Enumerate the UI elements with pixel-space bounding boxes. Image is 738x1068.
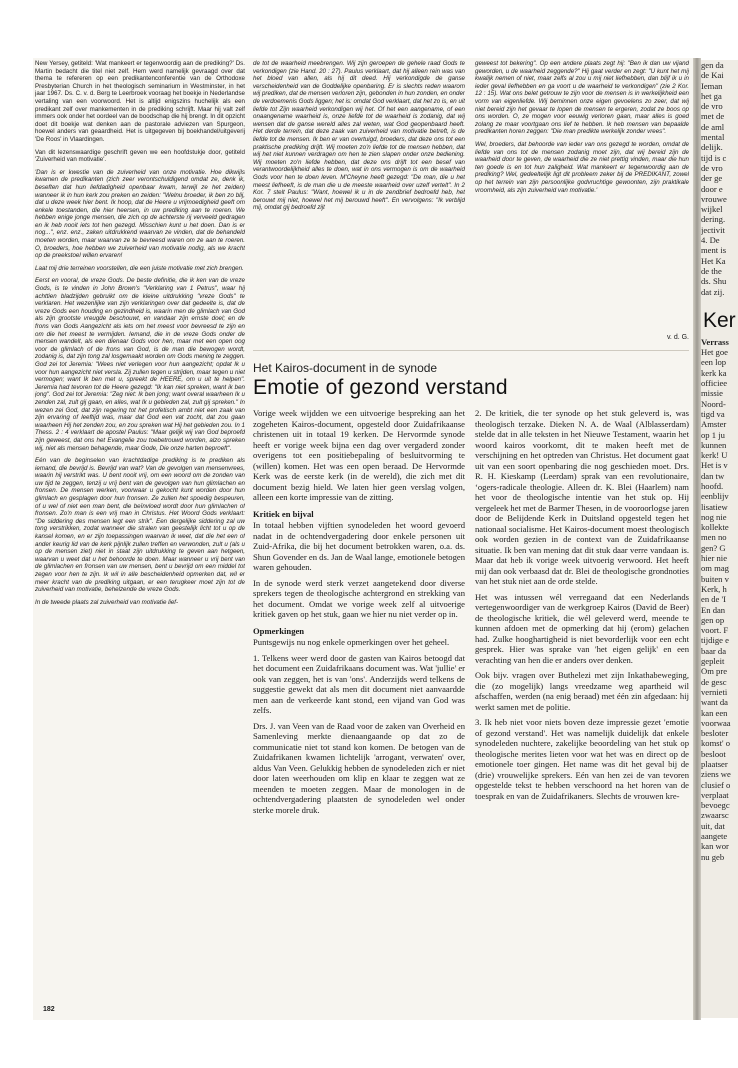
next-page-line: komst' o: [701, 738, 731, 749]
article-headline: Emotie of gezond verstand: [253, 376, 508, 399]
next-page-line: de the: [701, 265, 722, 276]
next-page-line: om mag: [701, 563, 729, 574]
intro-paragraph-1: New Yersey, getiteld: 'Wat mankeert er tegenwoordig aan de prediking?' Ds. Martin bedacht die titel niet zelf. Hem werd namelijk gevraagd over dat thema te refereren op een predikantenconferentie van de Orthodoxe Presbyterian Church in het theologisch seminarium in Westminster, in het jaar 1967. Ds. C. v. d. Berg te Leerbroek vooraag het boekje in Nederlandse vertaling van een voorwoord. Het is altijd enigszins huchelijk als een predikant zelf over mankementen in de prediking schrijft. Maar hij valt zelf immers ook onder het oordeel van de boodschap die hij brengt. In dit opzicht doet dit boekje wat denken aan de pastorale adviezen van Spurgeon, hoewel anders van geaardheid. Het is uitgegeven bij boekhandel/uitgeverij 'De Roos' in Vlaardingen.: [35, 60, 245, 143]
next-page-line: de Kai: [701, 70, 724, 81]
next-page-line: het ga: [701, 90, 722, 101]
next-page-line: dan tw: [701, 470, 725, 481]
next-page-line: mental: [701, 132, 725, 143]
kritiek-paragraph-2: In de synode werd sterk verzet aangetekend door diverse sprekers tegen de theologische achtergrond en strekking van het document. Omdat we vorige week zelf al uitvoerige kritiek gaven op het stuk, gaan we hier nu niet verder op in.: [253, 577, 465, 619]
next-page-line: aangete: [701, 831, 728, 842]
next-page-line: kan een: [701, 707, 728, 718]
next-page-line: Ieman: [701, 80, 723, 91]
next-page-line: Verrass: [701, 336, 729, 347]
quote-paragraph-3: Eerst en vooral, de vreze Gods. De beste definitie, die ik ken van de vreze Gods, is te vinden in John Brown's "Verklaring van 1 Petrus", waar hij achttien bladzijden gebruikt om de kleine uitdrukking "vreze Gods" te verklaren. Het wezenlijke van zijn verklaringen over dat gedeelte is, dat de vreze Gods een houding en gezindheid is, waarin men de glimlach van God als zijn grootste vreugde beschouwt, en vandaar zijn ernste doel; en de frons van Gods Aangezicht als iets om het meest voor bevreesd te zijn en om die het meest te vermijden. Iemand, die in de vreze Gods onder de mensen wandelt, als een dienaar Gods voor hen, maar met een open oog voor de glimlach of de frons van God, is de man die bewogen wordt, zodanig is, dat zijn tong zal losgemaakt worden om Gods mening te zeggen. God zei tot Jeremia: "Wees niet verlegen voor hun aangezicht; opdat Ik u voor hun aangezicht niet versla. Zij zullen tegen u strijden, maar tegen u niet vermogen; want Ik ben met u, spreekt de HEERE, om u uit te helpen". Jeremia had tevoren tot de Heere gezegd: "Ik kan niet spreken, want ik ben jong". God zei tot Jeremia: "Zeg niet: Ik ben jong; want overal waarheen Ik u zenden zal, zult gij gaan, en alles, wat Ik u gebieden zal, zult gij spreken." In wezen zei God, dat zijn regering tot het profetisch ambt niet een zaak van zijn ervaring of leeftijd was, maar dat God een vat zocht, dat zou gaan waarheen Hij het zenden zou, en zou spreken wat Hij het gebieden zou. In 1 Thess. 2 : 4 verklaart de apostel Paulus: "Maar gelijk wij van God beproefd zijn geweest, dat ons het Evangelie zou toebetrouwd worden, alzo spreken wij, niet als mensen behagende, maar Gode, Die onze harten beproeft".: [35, 277, 245, 452]
next-page-line: eenblijv: [701, 491, 729, 502]
next-page-line: de vro: [701, 162, 723, 173]
opmerkingen-paragraph-2: 1. Telkens weer werd door de gasten van Kairos betoogd dat het document een Zuidafrikaans document was. Wat 'jullie' er ook van zeggen, het is van 'ons'. Anderzijds werd telkens de suggestie gewekt dat als men dit document niet aanvaardde men aan de verkeerde kant stond, een vijand van God was zelfs.: [253, 652, 465, 715]
next-page-line: een lop: [701, 357, 727, 368]
next-page-line: dering.: [701, 214, 726, 225]
next-page-line: besloter: [701, 728, 729, 739]
next-page-line: delijk.: [701, 142, 723, 153]
next-page-line: der ge: [701, 173, 723, 184]
next-page-line: jectivit: [701, 224, 725, 235]
next-page-line: voorwaa: [701, 717, 731, 728]
next-page-line: bevoegc: [701, 800, 730, 811]
middle-paragraph: de tot de waarheid meebrengen. Wij zijn geroepen de gehele raad Gods te verkondigen (zie Hand. 20 : 27). Paulus verklaart, dat hij alleen rein was van het bloed van allen, als hij dit deed. Hij verkondigde de ganse verscheidenheid van de Goddelijke openbaring. Er is slechts reden waarom wij prediken, dat de mensen verloren zijn, gebonden in hun zonden, en onder de verdoemenis Gods liggen; het is: omdat God verklaart, dat het zo is, en uit liefde tot Zijn waarheid verkondigen wij het. Of het een aangename, of een onaangename waarheid is, onze liefde tot de waarheid is zodanig, dat wij wensen dat de ganse wereld alles zal weten, wat God geopenbaard heeft. Het derde terrein, dat deze zaak van zuiverheid van motivatie betreft, is de liefde tot de mensen. Ik ben er van overtuigd, broeders, dat deze ons tot een praktische prediking drijft. Wij moeten zo'n liefde tot de mensen hebben, dat wij het niet kunnen verdragen om hen te zien slapen onder onze bediening. Wij moeten zo'n liefde hebben, dat deze ons drijft tot een besef van verantwoordelijkheid alles te doen, wat in ons vermogen is om de waarheid Gods voor hen te doen leven. M'Cheyne heeft gezegd: "De man, die u het meest liefheeft, is de man die u de meeste waarheid over uzelf vertelt". In 2 Kor. 7 stelt Paulus: "Want, hoewel ik u in de zendbrief bedroefd heb, het berouwt mij niet, hoewel het mij berouwd heeft". En vervolgens: "Ik verblijd mij, omdat gij bedroefd zijt: [253, 60, 465, 212]
next-page-line: nu geb: [701, 851, 725, 862]
next-page-line: kan wor: [701, 841, 729, 852]
author-signature: v. d. G.: [666, 334, 689, 341]
next-page-line: verplaat: [701, 789, 729, 800]
next-page-line: en de 'I: [701, 594, 726, 605]
next-page-line: Het Ka: [701, 255, 726, 266]
subheading-opmerkingen: Opmerkingen: [253, 625, 305, 636]
quote-paragraph-5: In de tweede plaats zal zuiverheid van motivatie lief-: [35, 598, 179, 606]
next-page-line: gen? G: [701, 542, 726, 553]
section-divider: [253, 350, 689, 351]
next-page-lower-lines: [701, 337, 738, 862]
next-page-line: kerk ka: [701, 367, 727, 378]
next-page-line: want da: [701, 697, 728, 708]
next-page-line: kollekte: [701, 522, 729, 533]
next-page-line: kunnen: [701, 439, 727, 450]
next-page-line: hoofd.: [701, 480, 724, 491]
next-page-fragment: [701, 60, 738, 1018]
next-page-line: men no: [701, 532, 727, 543]
next-page-line: ziens we: [701, 769, 731, 780]
quote-paragraph-2: Laat mij drie terreinen voorstellen, die een juiste motivatie met zich brengen.: [35, 264, 244, 272]
binding-gutter: [693, 58, 701, 1020]
next-page-line: clusief o: [701, 779, 731, 790]
article-column-1: [253, 408, 465, 1008]
article-col2-paragraph-2: Het was intussen wél verregaand dat een Nederlands vertegenwoordiger van de werkgroep Kairos (David de Beer) de theologische kritiek, die wél geleverd werd, meende te kunnen afdoen met de opmerking dat hij (erom) gelachen had. Zulke hooghartigheid is niet bevorderlijk voor een echt gesprek. Hier was sprake van 'het eigen gelijk' en een verachting van hen die er anders over denken.: [475, 591, 689, 665]
article-column-2: [475, 408, 689, 1008]
quote-paragraph-1: 'Dan is er kwestie van de zuiverheid van onze motivatie. Hoe dikwijls kwamen de predikanten (zich zeer verontschuldigend omdat ze, denk ik, beseften dat hun liefdadigheid openbaar kwam, terwijl ze het zeiden) wanneer ik in hun kerk zou preken en zeiden: "Welnu broeder, ik ben zo blij, dat u deze week hier bent. Ik hoop, dat de Heere u vrijmoedigheid geeft om enkele toestanden, die hier heersen, in uw prediking aan te roeren. We hebben enige jonge mensen, die zich op de achterste rij verveeld gedragen en ik heb nooit iets tot hen gezegd. Misschien kunt u het doen. Dan is er nog...", enz. enz., zaken uitdrukkend waarvan ze vinden, dat de behandeld moeten worden, maar waarvan ze te bevreesd waren om ze aan te roeren. O, broeders, hoe hebben we zuiverheid van motivatie nodig, als we kracht op de preekstoel willen ervaren!: [35, 168, 245, 260]
article-intro: Vorige week wijdden we een uitvoerige bespreking aan het zogeheten Kairos-document, opgesteld door Zuidafrikaanse christenen uit in totaal 19 kerken. De Hervormde synode heeft er vorige week bijna een dag over vergaderd zonder overigens tot een positiebepaling of besluitvorming te (willen) komen. Het was een open beraad. De Hervormde Kerk was de eerste kerk (in de wereld), die zich met dit document bezig hield. We laten hier geen verslag volgen, alleen een korte impressie van de zitting.: [253, 408, 465, 502]
next-page-line: tigd va: [701, 408, 725, 419]
article-col2-paragraph-3: Ook bijv. vragen over Buthelezi met zijn Inkathabeweging, die (zo mogelijk) langs vreedzame weg apartheid wil afschaffen, werden (na enig beraad) met één zin afgedaan: hij werkt samen met de politie.: [475, 670, 689, 712]
article-col2-paragraph-1: 2. De kritiek, die ter synode op het stuk geleverd is, was theologisch terzake. Dieken N. A. de Waal (Alblasserdam) stelde dat in alle teksten in het Nieuwe Testament, waarin het woord kairos voorkomt, dit te maken heeft met de verschijning en het optreden van Christus. Het document gaat uit van een soort openbaring die nog geschieden moet. Drs. R. H. Kieskamp (Leerdam) sprak van een revolutionaire, ‘ogers-radicale theologie. Alleen dr. K. Blei (Haarlem) nam het voor de theologische intentie van het stuk op. Hij vergeleek het met de Barmer Thesen, in de vooroorlogse jaren door de Belijdende Kerk in Duitsland opgesteld tegen het nationaal socialisme. Het Kairos-document moest theologisch ook worden gezien in de context van de Zuidafrikaanse situatie. Ik ben van mening dat dit stuk daar verre vandaan is. Maar dat heb ik vorige week uitvoerig verwoord. Het heeft mij dan ook verbaasd dat dr. Blei de theologische grondnoties van het stuk niet aan de orde stelde.: [475, 408, 689, 586]
next-page-line: voort. F: [701, 625, 729, 636]
next-page-line: de vro: [701, 101, 723, 112]
quote-paragraph-4: Eén van de beginselen van krachtdadige prediking is te prediken als iemand, die bevrijd is. Bevrijd van wat? Van de gevolgen van mensenvrees, waarin hij verstrikt was. U bent nooit vrij, om een woord om de zonden van uw tijd te zeggen, tenzij u vrij bent van de gevolgen van hun glimlachen en fronsen. De mensen werken, voorwaar u gekocht kunt worden door hun glimlach en gesplagen door hun fronsen. Ze zullen het spoedig bespeuren, of u wel of niet een man bent, die beïnvloed wordt door hun glimlachen of fronsen. Zo'n man is een vrij man in Christus. Het Woord Gods verklaart: "De siddering des mensen legt een strik". Een dergelijke siddering zal uw tong verstrikken, zodat wanneer die stralen van geestelijk licht tot u op de kansel komen, en er zijn toepassingen waarvan ik weet, dat die het een of ander keurig lid van de kerk pijnlijk zullen treffen en verwonden, zult u (als u op de mensen ziet) niet in staat zijn uitdrukking te geven aan hetgeen, waarvan u weet dat u het behoorde te doen. Maar wanneer u vrij bent van de glimlachen en fronsen van uw mensen, bent u bevrijd om een middel tot zegen voor hen te zijn. Ik wil in alle bescheidenheid opmerken dat, wil er meer kracht van de prediking uitgaan, er een terugkeer moet zijn tot de zuiverheid van motivatie, behelzende de vreze Gods.: [35, 457, 245, 594]
middle-top-column: [253, 60, 465, 340]
opmerkingen-paragraph-1: Puntsgewijs nu nog enkele opmerkingen over het geheel.: [253, 637, 450, 647]
next-page-line: besloot: [701, 748, 726, 759]
next-page-line: de gesc: [701, 676, 727, 687]
right-paragraph-1: geweest tot bekering". Op een andere plaats zegt hij: "Ben ik dan uw vijand geworden, u de waarheid zeggende?" Hij gaat verder en zegt: "U kunt het mij kwalijk nemen of niet, maar zelfs al zou u mij niet liefhebben, dan blijf ik u in ieder geval liefhebben en ga voort u de waarheid te verkondigen" (zie 2 Kor. 12 : 15). Wat ons belet getrouw te zijn voor de mensen is in werkelijkheid een vorm van eigenliefde. Wij beminnen onze eigen gevoelens zo zeer, dat wij niet bereid zijn het gevaar te lopen de mensen te ergeren, zodat ze boos op ons worden. O, ze mogen voor eeuwig verloren gaan, maar alles is goed zolang ze maar voortgaan ons lief te hebben. Ik heb mensen van bepaalde predikanten horen zeggen: "Die man predikte werkelijk zonder vrees".: [475, 60, 689, 136]
next-page-line: ment is: [701, 245, 727, 256]
next-page-line: vernieti: [701, 686, 728, 697]
next-page-line: met de: [701, 111, 725, 122]
next-page-line: En dan: [701, 604, 726, 615]
left-column: [35, 60, 245, 1000]
article-col2-paragraph-4: 3. Ik heb niet voor niets boven deze impressie gezet 'emotie of gezond verstand'. Het was namelijk duidelijk dat enkele synodeleden nuchtere, zakelijke beoordeling van het stuk op theologische merites lieten voor wat het was en direct op de emotionele toer gingen. Het name was dit het geval bij de (drie) vrouwelijke sprekers. Eén van hen zei de van tevoren opgestelde tekst te hebben verschoord na het horen van de toesprak en van de Zuidafrikaners. Slechts de vrouwen kre-: [475, 717, 689, 801]
next-page-line: missie: [701, 388, 723, 399]
right-paragraph-2: Wel, broeders, dat behoorde van ieder van ons gezegd te worden, omdat de liefde van ons tot de mensen zodanig moet zijn, dat wij bereid zijn de waarheid door te geven, de waarheid die ze niet prettig vinden, maar die hun ten goede is en tot hun zaligheid. Wat mankeert er tegenwoordig aan de prediking? Wel, gedeeltelijk ligt dit probleem zeker bij de PREDIKANT, zowel op het terrein van zijn persoonlijke godvruchtige gewoonten, zijn praktikale vroomheid, als zijn zuiverheid van motivatie.': [475, 140, 689, 194]
next-page-line: baar da: [701, 645, 727, 656]
article-kicker: Het Kairos-document in de synode: [253, 361, 438, 375]
next-page-line: dat zij.: [701, 286, 725, 297]
right-top-column: [475, 60, 689, 330]
next-page-line: officiee: [701, 378, 728, 389]
next-page-line: hier nie: [701, 553, 728, 564]
next-page-line: buiten v: [701, 573, 729, 584]
next-page-line: kerk! U: [701, 450, 728, 461]
next-page-line: 4. De: [701, 235, 720, 246]
next-page-line: zwaarsc: [701, 810, 729, 821]
next-page-line: lisatiew: [701, 501, 728, 512]
next-page-line: de aml: [701, 121, 725, 132]
next-page-line: nog nie: [701, 511, 727, 522]
next-page-line: vrouwe: [701, 193, 727, 204]
next-page-top-lines: [701, 60, 738, 297]
next-page-line: Het goe: [701, 347, 728, 358]
page-number: 182: [43, 1006, 55, 1013]
subheading-kritiek: Kritiek en bijval: [253, 508, 314, 519]
next-page-line: gepleit: [701, 656, 725, 667]
next-page-line: gen op: [701, 614, 725, 625]
next-page-line: Om pre: [701, 666, 728, 677]
next-page-line: op 1 ju: [701, 429, 725, 440]
next-page-line: Amster: [701, 419, 727, 430]
intro-paragraph-2: Van dit lezenswaardige geschrift geven we een hoofdstukje door, getiteld 'Zuiverheid van motivatie'.: [35, 148, 245, 164]
next-page-line: ds. Shu: [701, 276, 727, 287]
next-page-line: tijdige e: [701, 635, 729, 646]
kritiek-paragraph-1: In totaal hebben vijftien synodeleden het woord gevoerd nadat in de ochtendvergadering door enkele personen uit Zuid-Afrika, die bij het document betrokken waren, o.a. ds. Shun Govender en ds. Jan de Waal lange, emotionele betogen waren gehouden.: [253, 520, 465, 572]
next-page-line: door e: [701, 183, 723, 194]
next-page-line: wijkel: [701, 204, 723, 215]
next-page-line: Het is v: [701, 460, 728, 471]
next-page-line: Noord-: [701, 398, 726, 409]
next-page-line: plaatser: [701, 759, 728, 769]
next-page-line: Kerk, h: [701, 583, 727, 594]
next-page-line: uit, dat: [701, 820, 725, 831]
next-page-line: tijd is c: [701, 152, 727, 163]
next-page-headline: Ker: [703, 308, 736, 332]
next-page-line: gen da: [701, 60, 724, 70]
opmerkingen-paragraph-3: Drs. J. van Veen van de Raad voor de zaken van Overheid en Samenleving merkte dienaangaande op dat zo de communicatie niet tot stand kon komen. De betogen van de Zuidafrikanen kwamen lichtelijk 'arrogant, verwaten' over, aldus Van Veen. Gelukkig hebben de synodeleden zich er niet door laten weerhouden om klip en klaar te zeggen wat ze meenden te moeten zeggen. Maar de monologen in de ochtendvergadering plaatsten de synodeleden wel onder sterke morele druk.: [253, 720, 465, 815]
magazine-page: [33, 58, 693, 1020]
